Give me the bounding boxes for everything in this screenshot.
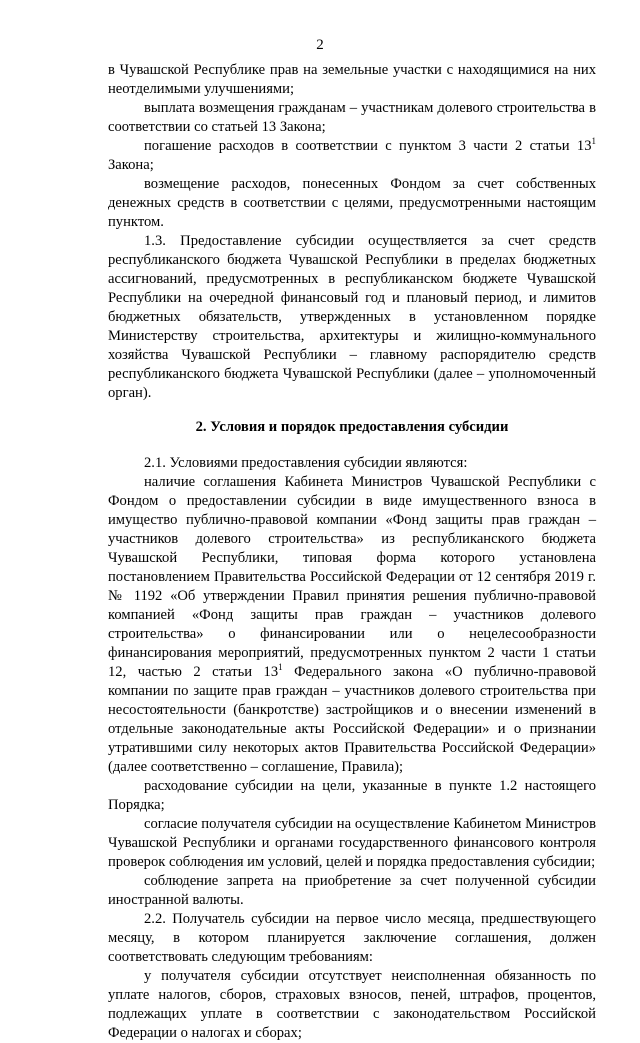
paragraphs-bottom — [108, 454, 596, 1043]
paragraph: 2.2. Получатель субсидии на первое число месяца, предшествующего месяцу, в котором планируется заключение соглашения, должен соответствовать следующим требованиям: — [108, 911, 596, 965]
paragraph: возмещение расходов, понесенных Фондом за счет собственных денежных средств в соответствии с целями, предусмотренными настоящим пунктом. — [108, 176, 596, 230]
paragraph: 2.1. Условиями предоставления субсидии являются: — [144, 455, 468, 471]
superscript: 1 — [278, 662, 283, 672]
section-heading: 2. Условия и порядок предоставления субсидии — [195, 419, 509, 435]
paragraph: расходование субсидии на цели, указанные в пункте 1.2 настоящего Порядка; — [108, 778, 596, 813]
paragraph: 1.3. Предоставление субсидии осуществляется за счет средств республиканского бюджета Чувашской Республики в пределах бюджетных ассигнований, предусмотренных в республиканском бюджете Чувашской Республики на очередной финансовый год и плановый период, и лимитов бюджетных обязательств, утвержденных в установленном порядке Министерству строительства, архитектуры и жилищно-коммунального хозяйства Чувашской Республики – главному распорядителю средств республиканского бюджета Чувашской Республики (далее – уполномоченный орган). — [108, 233, 596, 401]
paragraph-text: Федерального закона «О публично-правовой компании по защите прав граждан – участников долевого строительства при несостоятельности (банкротстве) застройщиков и о внесении изменений в отдельные законодательные акты Российской Федерации» и о признании утратившими силу некоторых актов Правительства Российской Федерации» (далее соответственно – соглашение, Правила); — [108, 664, 597, 775]
paragraph-text: Закона; — [108, 157, 154, 173]
document-body — [108, 61, 596, 1043]
paragraph — [108, 137, 596, 175]
paragraph: выплата возмещения гражданам – участникам долевого строительства в соответствии со статьей 13 Закона; — [108, 100, 596, 135]
page-number: 2 — [316, 37, 324, 53]
paragraph — [108, 473, 596, 777]
paragraph: в Чувашской Республике прав на земельные участки с находящимися на них неотделимыми улучшениями; — [108, 62, 596, 97]
superscript: 1 — [591, 136, 596, 146]
paragraphs-top — [108, 61, 596, 403]
paragraph: согласие получателя субсидии на осуществление Кабинетом Министров Чувашской Республики и органами государственного финансового контроля проверок соблюдения им условий, целей и порядка предоставления субсидии; — [108, 816, 596, 870]
paragraph-text: наличие соглашения Кабинета Министров Чувашской Республики с Фондом о предоставлении субсидии в виде имущественного взноса в имущество публично-правовой компании «Фонд защиты прав граждан – участников долевого строительства» из республиканского бюджета Чувашской Республики, типовая форма которого установлена постановлением Правительства Российской Федерации от 12 сентября 2019 г. № 1192 «Об утверждении Правил принятия решения публично-правовой компанией «Фонд защиты прав граждан – участников долевого строительства» о финансировании или о нецелесообразности финансирования мероприятий, предусмотренных пунктом 2 части 1 статьи 12, частью 2 статьи 13 — [108, 474, 596, 680]
paragraph: соблюдение запрета на приобретение за счет полученной субсидии иностранной валюты. — [108, 873, 596, 908]
paragraph-text: погашение расходов в соответствии с пунктом 3 части 2 статьи 13 — [144, 138, 592, 154]
paragraph: у получателя субсидии отсутствует неисполненная обязанность по уплате налогов, сборов, страховых взносов, пеней, штрафов, процентов, подлежащих уплате в соответствии с законодательством Российской Федерации о налогах и сборах; — [108, 968, 596, 1041]
